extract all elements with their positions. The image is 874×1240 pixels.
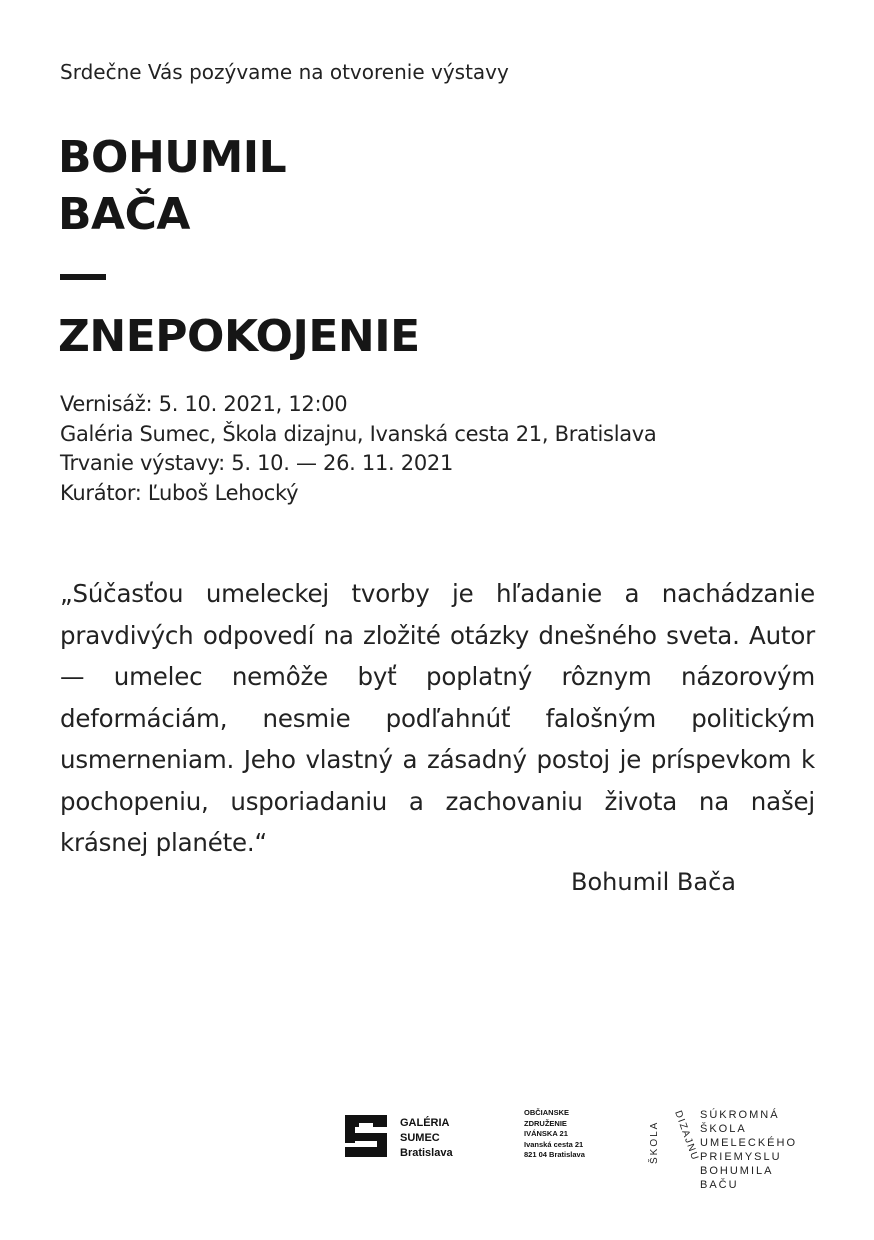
school-line-2: ŠKOLA — [700, 1123, 747, 1135]
vernissage-info: Vernisáž: 5. 10. 2021, 12:00 — [60, 392, 348, 416]
exhibition-title: ZNEPOKOJENIE — [58, 311, 420, 362]
sumec-line-3: Bratislava — [400, 1147, 453, 1159]
school-design-mark-icon — [645, 1108, 701, 1166]
sumec-line-1: GALÉRIA — [400, 1117, 450, 1129]
school-line-5: BOHUMILA — [700, 1165, 774, 1177]
association-line-2: ZDRUŽENIE — [524, 1118, 567, 1128]
school-line-3: UMELECKÉHO — [700, 1137, 798, 1149]
civic-association-logo — [524, 1108, 585, 1161]
galeria-sumec-logo-icon — [345, 1115, 387, 1157]
exhibition-details — [60, 390, 657, 508]
school-mark-right: DIZAJNU — [672, 1109, 701, 1163]
association-line-5: 821 04 Bratislava — [524, 1150, 585, 1159]
association-line-4: Ivanská cesta 21 — [524, 1139, 584, 1149]
artist-first-name: BOHUMIL — [58, 132, 287, 183]
title-dash — [60, 274, 106, 280]
school-line-1: SÚKROMNÁ — [700, 1109, 780, 1121]
quote-author: Bohumil Bača — [571, 868, 736, 896]
curator-info: Kurátor: Ľuboš Lehocký — [60, 480, 299, 505]
association-line-1: OBČIANSKE — [524, 1108, 570, 1117]
school-mark-left: ŠKOLA — [649, 1120, 660, 1164]
association-line-3: IVÁNSKA 21 — [524, 1129, 568, 1138]
galeria-sumec-logo-text — [400, 1116, 453, 1161]
venue-info: Galéria Sumec, Škola dizajnu, Ivanská cesta 21, Bratislava — [60, 421, 657, 446]
duration-info: Trvanie výstavy: 5. 10. — 26. 11. 2021 — [60, 451, 454, 475]
artist-quote: „Súčasťou umeleckej tvorby je hľadanie a nachádzanie pravdivých odpovedí na zložité otázky dnešného sveta. Autor — umelec nemôže byť poplatný rôznym názorovým deformáciám, nesmie podľahnúť falošným politickým usmerneniam. Jeho vlastný a zásadný postoj je príspevkom k pochopeniu, usporiadaniu a zachovaniu života na našej krásnej planéte.“ — [60, 579, 815, 857]
school-name-logo — [700, 1108, 797, 1192]
school-line-4: PRIEMYSLU — [700, 1151, 782, 1163]
invitation-intro: Srdečne Vás pozývame na otvorenie výstavy — [60, 60, 509, 84]
artist-last-name: BAČA — [58, 189, 190, 240]
school-line-6: BAČU — [700, 1179, 739, 1191]
sumec-line-2: SUMEC — [400, 1132, 440, 1144]
